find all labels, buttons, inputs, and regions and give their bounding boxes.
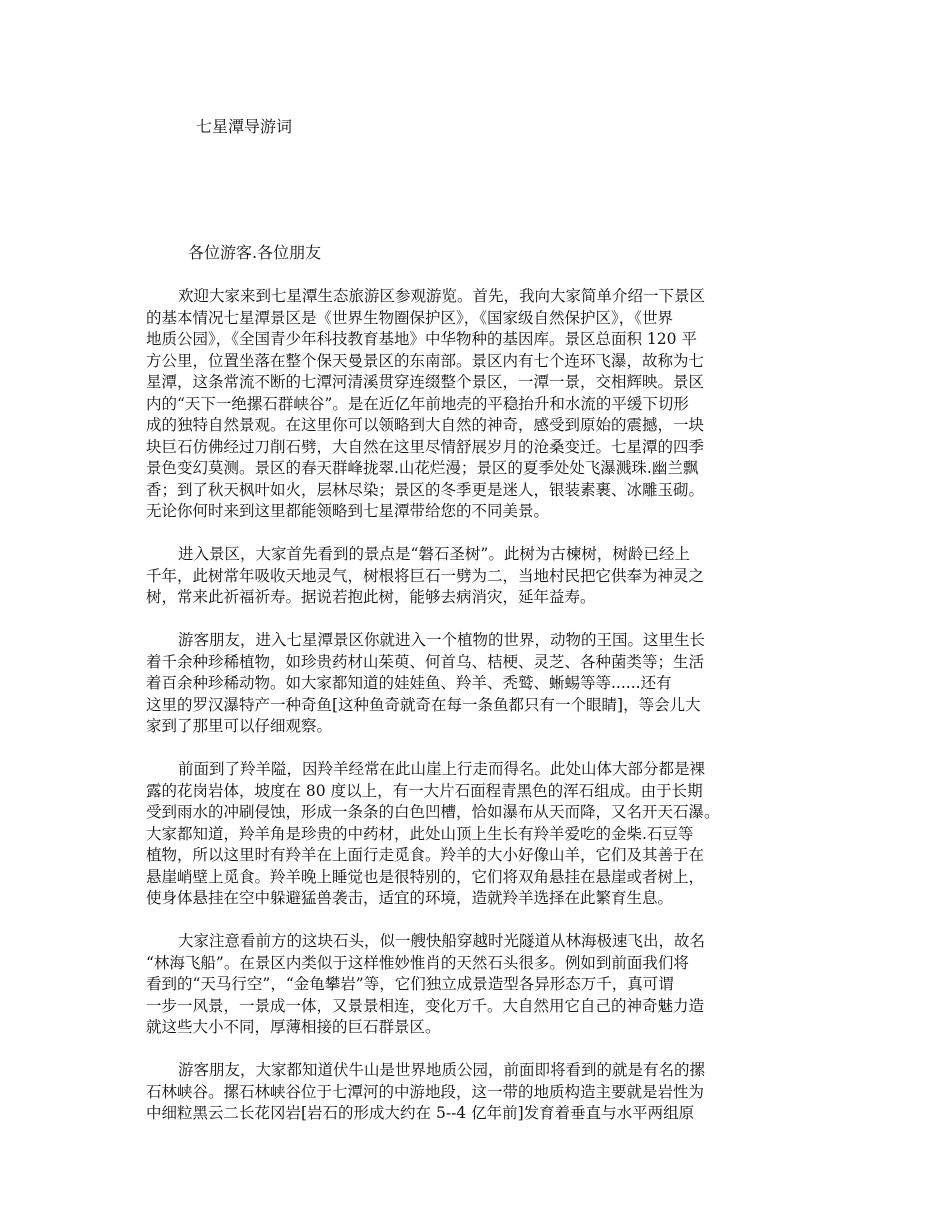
paragraph	[146, 286, 836, 523]
paragraph-line: 成的独特自然景观。在这里你可以领略到大自然的神奇，感受到原始的震撼，一块	[146, 416, 705, 434]
paragraph-line: 游客朋友，进入七星潭景区你就进入一个植物的世界，动物的王国。这里生长	[178, 631, 706, 649]
paragraph-line: 方公里，位置坐落在整个保天曼景区的东南部。景区内有七个连环飞瀑，故称为七	[146, 351, 705, 370]
paragraph-line: 受到雨水的冲刷侵蚀，形成一条条的白色凹槽，恰如瀑布从天而降，又名开天石瀑。	[146, 803, 720, 821]
paragraph-line: 前面到了羚羊隘，因羚羊经常在此山崖上行走而得名。此处山体大部分都是裸	[178, 760, 706, 778]
document-title: 七星潭导游词	[196, 117, 293, 136]
paragraph	[146, 544, 836, 609]
paragraph-line: 大家都知道，羚羊角是珍贵的中药材，此处山顶上生长有羚羊爱吃的金柴.石豆等	[146, 824, 694, 843]
paragraph-line: 石林峡谷。摞石林峡谷位于七潭河的中游地段，这一带的地质构造主要就是岩性为	[146, 1082, 705, 1101]
paragraph-line: “林海飞船”。在景区内类似于这样惟妙惟肖的天然石头很多。例如到前面我们将	[146, 953, 689, 972]
paragraph-line: 游客朋友，大家都知道伏牛山是世界地质公园，前面即将看到的就是有名的摞	[178, 1061, 706, 1079]
paragraph-line: 景色变幻莫测。景区的春天群峰拢翠.山花烂漫；景区的夏季处处飞瀑溅珠.幽兰飘	[146, 459, 699, 477]
paragraph-line: 露的花岗岩体，坡度在 80 度以上，有一大片石面程青黑色的浑石组成。由于长期	[146, 781, 703, 800]
paragraph-line: 一步一风景，一景成一体，又景景相连，变化万千。大自然用它自己的神奇魅力造	[146, 996, 705, 1015]
paragraph-line: 中细粒黑云二长花冈岩[岩石的形成大约在 5--4 亿年前]发育着垂直与水平两组原	[146, 1104, 695, 1122]
paragraph-line: 的基本情况七星潭景区是《世界生物圈保护区》，《国家级自然保护区》，《世界	[146, 308, 674, 327]
paragraph-line: 植物，所以这里时有羚羊在上面行走觅食。羚羊的大小好像山羊，它们及其善于在	[146, 846, 705, 864]
paragraph-line: 着百余种珍稀动物。如大家都知道的娃娃鱼、羚羊、秃鹫、蜥蜴等等......还有	[146, 674, 672, 692]
paragraph-line: 无论你何时来到这里都能领略到七星潭带给您的不同美景。	[146, 502, 550, 520]
paragraph	[146, 759, 836, 910]
paragraph-line: 使身体悬挂在空中躲避猛兽袭击，适宜的环境，造就羚羊选择在此繁育生息。	[146, 889, 674, 907]
paragraph	[146, 630, 836, 738]
paragraph-line: 星潭，这条常流不断的七潭河清溪贯穿连缀整个景区，一潭一景，交相辉映。景区	[146, 373, 705, 391]
paragraph-line: 千年，此树常年吸收天地灵气，树根将巨石一劈为二，当地村民把它供奉为神灵之	[146, 566, 705, 585]
paragraph-line: 香；到了秋天枫叶如火，层林尽染；景区的冬季更是迷人，银装素裹、冰雕玉砌。	[146, 480, 705, 499]
greeting-line: 各位游客.各位朋友	[188, 243, 322, 262]
paragraph-line: 地质公园》，《全国青少年科技教育基地》中华物种的基因库。景区总面积 120 平	[146, 330, 697, 348]
paragraph	[146, 931, 836, 1039]
paragraph-line: 看到的“天马行空”，“金龟攀岩”等，它们独立成景造型各异形态万千，真可谓	[146, 975, 674, 993]
paragraph-line: 这里的罗汉瀑特产一种奇鱼[这种鱼奇就奇在每一条鱼都只有一个眼睛]，等会儿大	[146, 695, 701, 714]
paragraph-line: 就这些大小不同，厚薄相接的巨石群景区。	[146, 1018, 441, 1036]
paragraph-line: 悬崖峭壁上觅食。羚羊晚上睡觉也是很特别的，它们将双角悬挂在悬崖或者树上，	[146, 867, 705, 886]
paragraph-line: 内的“天下一绝摞石群峡谷”。是在近亿年前地壳的平稳抬升和水流的平缓下切形	[146, 394, 689, 413]
paragraph-line: 进入景区，大家首先看到的景点是“磐石圣树”。此树为古楝树，树龄已经上	[178, 545, 690, 563]
paragraph-line: 大家注意看前方的这块石头，似一艘快船穿越时光隧道从林海极速飞出，故名	[178, 932, 706, 950]
paragraph-line: 块巨石仿佛经过刀削石劈，大自然在这里尽情舒展岁月的沧桑变迁。七星潭的四季	[146, 437, 705, 456]
paragraph-line: 树，常来此祈福祈寿。据说若抱此树，能够去病消灾，延年益寿。	[146, 588, 596, 606]
paragraph-line: 欢迎大家来到七星潭生态旅游区参观游览。首先，我向大家简单介绍一下景区	[178, 287, 706, 305]
paragraph-line: 着千余种珍稀植物，如珍贵药材山茱萸、何首乌、桔梗、灵芝、各种菌类等；生活	[146, 652, 705, 671]
document-body	[146, 286, 836, 1146]
paragraph-line: 家到了那里可以仔细观察。	[146, 717, 333, 735]
paragraph	[146, 1060, 836, 1125]
